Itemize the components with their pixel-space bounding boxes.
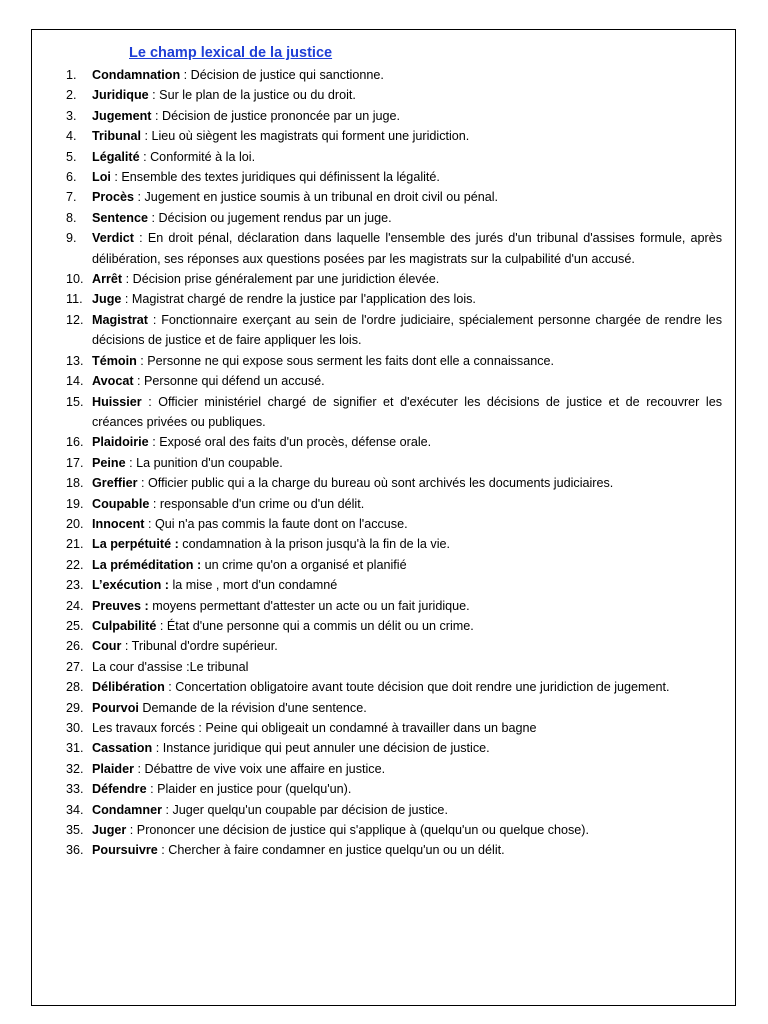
item-term: Délibération [92,680,165,695]
item-content [92,514,722,534]
item-content [92,698,722,718]
item-definition: un crime qu'on a organisé et planifié [201,557,407,572]
item-content [92,187,722,207]
item-content [92,473,722,493]
page-title: Le champ lexical de la justice [129,45,333,61]
item-definition: : Chercher à faire condamner en justice quelqu'un ou un délit. [157,843,505,858]
item-number: 35. [66,823,84,838]
item-content [92,800,722,820]
item-definition: moyens permettant d'attester un acte ou un fait juridique. [148,598,470,613]
item-number: 24. [66,598,84,613]
item-definition: : Tribunal d'ordre supérieur. [121,639,278,654]
item-content [92,126,722,146]
list-item [66,657,722,677]
item-number: 1. [66,68,77,82]
item-definition: : Décision de justice prononcée par un juge. [151,108,401,123]
list-item [66,310,722,351]
item-number: 30. [66,721,84,735]
item-number: 2. [66,88,77,103]
item-content [92,718,722,738]
item-number: 20. [66,516,84,531]
item-term: Cassation [92,741,153,756]
list-item [66,187,722,207]
item-content [92,575,722,595]
item-number: 17. [66,455,84,470]
item-content [92,677,722,697]
item-term: Juger [92,823,127,838]
item-term: Légalité [92,149,140,164]
item-content [92,85,722,105]
item-number: 29. [66,700,84,715]
item-term: Condamner [92,802,162,817]
item-definition: : Décision prise généralement par une juridiction élevée. [122,272,440,287]
item-content [92,759,722,779]
item-term: Huissier [92,394,142,409]
item-content [92,371,722,391]
list-item [66,596,722,616]
item-definition: : La punition d'un coupable. [125,455,283,470]
item-content [92,106,722,126]
item-term: Pourvoi [92,700,139,715]
item-definition: : Conformité à la loi. [139,149,256,164]
item-definition: Demande de la révision d'une sentence. [138,700,367,715]
item-definition: : Décision ou jugement rendus par un juge. [148,210,392,225]
list-item [66,759,722,779]
list-item [66,575,722,595]
item-content [92,147,722,167]
item-term: Sentence [92,210,148,225]
item-definition: : Concertation obligatoire avant toute décision que doit rendre une juridiction de jugement. [164,680,670,695]
list-item [66,392,722,433]
item-number: 26. [66,639,84,654]
item-number: 28. [66,680,84,695]
list-item [66,65,722,85]
item-number: 13. [66,353,84,368]
list-item [66,167,722,187]
item-number: 8. [66,210,77,225]
item-number: 22. [66,557,84,572]
item-content [92,351,722,371]
item-definition: : Décision de justice qui sanctionne. [180,68,384,82]
item-number: 11. [66,292,83,307]
list-item [66,514,722,534]
list-item [66,616,722,636]
item-number: 12. [66,312,84,327]
item-definition: : Exposé oral des faits d'un procès, défense orale. [148,435,432,450]
list-item [66,473,722,493]
item-definition: : Personne qui défend un accusé. [133,374,325,389]
item-content [92,494,722,514]
item-term: Peine [92,455,126,470]
item-number: 36. [66,843,84,858]
item-number: 14. [66,374,84,389]
item-number: 19. [66,496,84,511]
item-content [92,453,722,473]
item-content [92,616,722,636]
item-term: Procès [92,190,135,205]
item-definition: La cour d'assise :Le tribunal [92,659,249,674]
list-item [66,698,722,718]
list-item [66,779,722,799]
item-content [92,432,722,452]
list-item [66,85,722,105]
item-content [92,208,722,228]
item-number: 18. [66,476,84,491]
item-number: 6. [66,170,77,185]
list-item [66,269,722,289]
list-item [66,147,722,167]
item-number: 16. [66,435,84,450]
item-content [92,228,722,269]
list-item [66,555,722,575]
item-definition: : Prononcer une décision de justice qui s'applique à (quelqu'un ou quelque chose). [126,823,589,838]
item-number: 10. [66,272,84,287]
item-content [92,65,722,85]
list-item [66,677,722,697]
item-content [92,820,722,840]
item-definition: : Magistrat chargé de rendre la justice par l'application des lois. [121,292,476,307]
item-term: Tribunal [92,129,141,144]
item-definition: Les travaux forcés : Peine qui obligeait un condamné à travailler dans un bagne [92,721,537,735]
item-term: Loi [92,170,111,185]
item-term: Avocat [92,374,134,389]
item-content [92,167,722,187]
list-item [66,718,722,738]
list-item [66,228,722,269]
item-number: 7. [66,190,77,205]
list-item [66,351,722,371]
list-item [66,371,722,391]
item-definition: : Officier ministériel chargé de signifier et d'exécuter les décisions de justice et de recouvrer les créances privées ou publiques. [92,394,722,429]
item-definition: : Ensemble des textes juridiques qui définissent la légalité. [110,170,440,185]
item-term: La préméditation : [92,557,202,572]
list-item [66,106,722,126]
item-term: Défendre [92,782,147,797]
list-item [66,800,722,820]
item-definition: : Lieu où siègent les magistrats qui forment une juridiction. [140,129,470,144]
list-item [66,289,722,309]
item-definition: la mise , mort d'un condamné [168,578,338,593]
item-term: Preuves : [92,598,149,613]
item-definition: : Instance juridique qui peut annuler une décision de justice. [152,741,490,756]
item-definition: : Juger quelqu'un coupable par décision de justice. [161,802,448,817]
list-item [66,126,722,146]
item-content [92,289,722,309]
item-number: 27. [66,659,84,674]
item-term: Magistrat [92,312,148,327]
item-term: Culpabilité [92,618,157,633]
item-content [92,555,722,575]
item-definition: : Personne ne qui expose sous serment les faits dont elle a connaissance. [136,353,555,368]
item-definition: : responsable d'un crime ou d'un délit. [149,496,365,511]
item-term: Poursuivre [92,843,158,858]
list-item [66,820,722,840]
item-definition: : Jugement en justice soumis à un tribunal en droit civil ou pénal. [134,190,499,205]
item-definition: : Fonctionnaire exerçant au sein de l'ordre judiciaire, spécialement personne chargée de rendre les décisions de justice et de faire appliquer les lois. [92,312,722,348]
item-content [92,310,722,351]
item-term: Témoin [92,353,137,368]
item-content [92,738,722,758]
item-number: 34. [66,802,84,817]
item-number: 21. [66,537,84,552]
item-number: 33. [66,782,84,797]
item-term: Innocent [92,516,145,531]
item-definition: : En droit pénal, déclaration dans laquelle l'ensemble des jurés d'un tribunal d'assises formule, après délibération, ses réponses aux questions posées par les magistrats sur la culpabilité d'un accusé. [92,231,722,266]
list-item [66,840,722,860]
item-definition: : Plaider en justice pour (quelqu'un). [146,782,352,797]
item-number: 15. [66,394,84,409]
item-term: Plaider [92,761,134,776]
item-content [92,779,722,799]
item-number: 23. [66,578,84,593]
item-content [92,657,722,677]
item-definition: : Sur le plan de la justice ou du droit. [148,88,356,103]
list-item [66,453,722,473]
list-item [66,208,722,228]
item-term: La perpétuité : [92,537,179,552]
list-item [66,636,722,656]
item-number: 9. [66,231,77,246]
item-content [92,269,722,289]
item-definition: : Débattre de vive voix une affaire en justice. [134,761,386,776]
item-content [92,636,722,656]
item-number: 4. [66,129,77,144]
item-number: 25. [66,618,84,633]
item-term: Cour [92,639,122,654]
item-number: 3. [66,108,77,123]
item-content [92,392,722,433]
item-content [92,596,722,616]
list-item [66,534,722,554]
item-term: Jugement [92,108,152,123]
item-term: Condamnation [92,68,181,82]
item-definition: : État d'une personne qui a commis un délit ou un crime. [156,618,474,633]
list-item [66,738,722,758]
item-term: Juge [92,292,122,307]
definition-list [66,65,722,861]
item-term: Greffier [92,476,138,491]
item-term: Arrêt [92,272,123,287]
item-definition: condamnation à la prison jusqu'à la fin de la vie. [178,537,451,552]
item-number: 5. [66,149,77,164]
item-term: Juridique [92,88,149,103]
item-content [92,534,722,554]
item-term: L’exécution : [92,578,169,593]
list-item [66,494,722,514]
item-term: Plaidoirie [92,435,149,450]
item-number: 32. [66,761,84,776]
item-definition: : Qui n'a pas commis la faute dont on l'accuse. [144,516,408,531]
item-term: Coupable [92,496,150,511]
item-content [92,840,722,860]
item-number: 31. [66,741,84,756]
item-definition: : Officier public qui a la charge du bureau où sont archivés les documents judiciaires. [137,476,614,491]
item-term: Verdict [92,231,134,246]
list-item [66,432,722,452]
